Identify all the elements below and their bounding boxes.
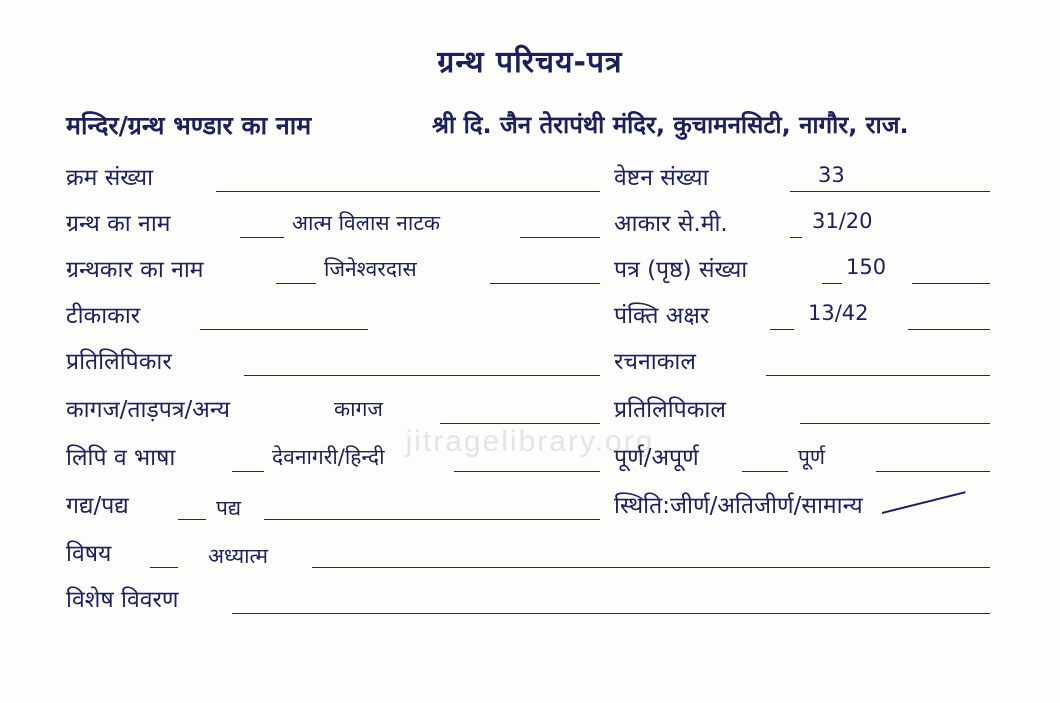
rule-patra-b bbox=[912, 283, 990, 284]
row-pratilipikal bbox=[0, 392, 1060, 436]
rule-aakar bbox=[790, 237, 802, 238]
row-aakar bbox=[0, 206, 1060, 250]
field-label-tikakar: टीकाकार bbox=[66, 303, 141, 329]
rule-pankti-b bbox=[908, 329, 990, 330]
field-label-vishesh-vivaran: विशेष विवरण bbox=[66, 587, 179, 613]
temple-name-value: श्री दि. जैन तेरापंथी मंदिर, कुचामनसिटी, नागौर, राज. bbox=[432, 111, 909, 139]
field-label-pratilipikal: प्रतिलिपिकाल bbox=[614, 397, 726, 423]
field-value-purna-apurna: पूर्ण bbox=[798, 445, 826, 469]
field-label-purna-apurna: पूर्ण/अपूर्ण bbox=[614, 445, 699, 471]
rule-veshtan-sankhya bbox=[790, 191, 990, 192]
field-value-pankti-akshar: 13/42 bbox=[808, 301, 869, 325]
field-label-patra-sankhya: पत्र (पृष्ठ) संख्या bbox=[614, 257, 748, 283]
row-veshtan-sankhya bbox=[0, 160, 1060, 204]
field-label-sthiti: स्थिति:जीर्ण/अतिजीर्ण/सामान्य bbox=[614, 493, 863, 519]
rule-rachnakal bbox=[766, 375, 990, 376]
field-value-lipi-bhasha: देवनागरी/हिन्दी bbox=[272, 445, 385, 469]
field-value-kagaj: कागज bbox=[334, 397, 383, 421]
rule-vishesh-vivaran bbox=[232, 613, 990, 614]
temple-name-label: मन्दिर/ग्रन्थ भण्डार का नाम bbox=[66, 111, 312, 140]
field-label-kagaj: कागज/ताड़पत्र/अन्य bbox=[66, 397, 230, 423]
rule-patra-a bbox=[822, 283, 842, 284]
field-value-gadya-padya: पद्य bbox=[216, 496, 242, 520]
watermark-text: jitragelibrary.org bbox=[405, 425, 655, 458]
row-rachnakal bbox=[0, 344, 1060, 388]
page-title: ग्रन्थ परिचय-पत्र bbox=[437, 45, 623, 80]
field-label-granth-ka-naam: ग्रन्थ का नाम bbox=[66, 211, 171, 237]
field-label-kram-sankhya: क्रम संख्या bbox=[66, 165, 154, 191]
field-value-aakar: 31/20 bbox=[812, 209, 873, 233]
row-vishesh-vivaran bbox=[0, 582, 1060, 626]
field-value-patra-sankhya: 150 bbox=[846, 255, 887, 279]
field-label-pratilipikar: प्रतिलिपिकार bbox=[66, 349, 172, 375]
sthiti-selection-mark bbox=[882, 491, 966, 514]
field-label-aakar: आकार से.मी. bbox=[614, 211, 728, 237]
rule-purna-a bbox=[742, 471, 788, 472]
field-value-granthkar-ka-naam: जिनेश्वरदास bbox=[324, 257, 417, 281]
rule-pratilipikal bbox=[800, 423, 990, 424]
row-patra-sankhya bbox=[0, 252, 1060, 296]
row-purna-apurna bbox=[0, 440, 1060, 484]
field-label-veshtan-sankhya: वेष्टन संख्या bbox=[614, 165, 709, 191]
field-label-pankti-akshar: पंक्ति अक्षर bbox=[614, 303, 710, 329]
field-value-granth-ka-naam: आत्म विलास नाटक bbox=[292, 211, 441, 235]
field-value-vishay: अध्यात्म bbox=[208, 544, 269, 568]
rule-purna-b bbox=[876, 471, 990, 472]
rule-vishay-b bbox=[312, 567, 990, 568]
field-label-vishay: विषय bbox=[66, 541, 112, 567]
rule-pankti-a bbox=[770, 329, 794, 330]
row-vishay bbox=[0, 536, 1060, 580]
field-label-lipi-bhasha: लिपि व भाषा bbox=[66, 445, 176, 471]
row-sthiti bbox=[0, 488, 1060, 532]
field-label-rachnakal: रचनाकाल bbox=[614, 349, 696, 375]
field-label-granthkar-ka-naam: ग्रन्थकार का नाम bbox=[66, 257, 204, 283]
row-pankti-akshar bbox=[0, 298, 1060, 342]
field-value-veshtan-sankhya: 33 bbox=[818, 163, 845, 187]
field-label-gadya-padya: गद्य/पद्य bbox=[66, 493, 129, 519]
rule-vishay-a bbox=[150, 567, 178, 568]
